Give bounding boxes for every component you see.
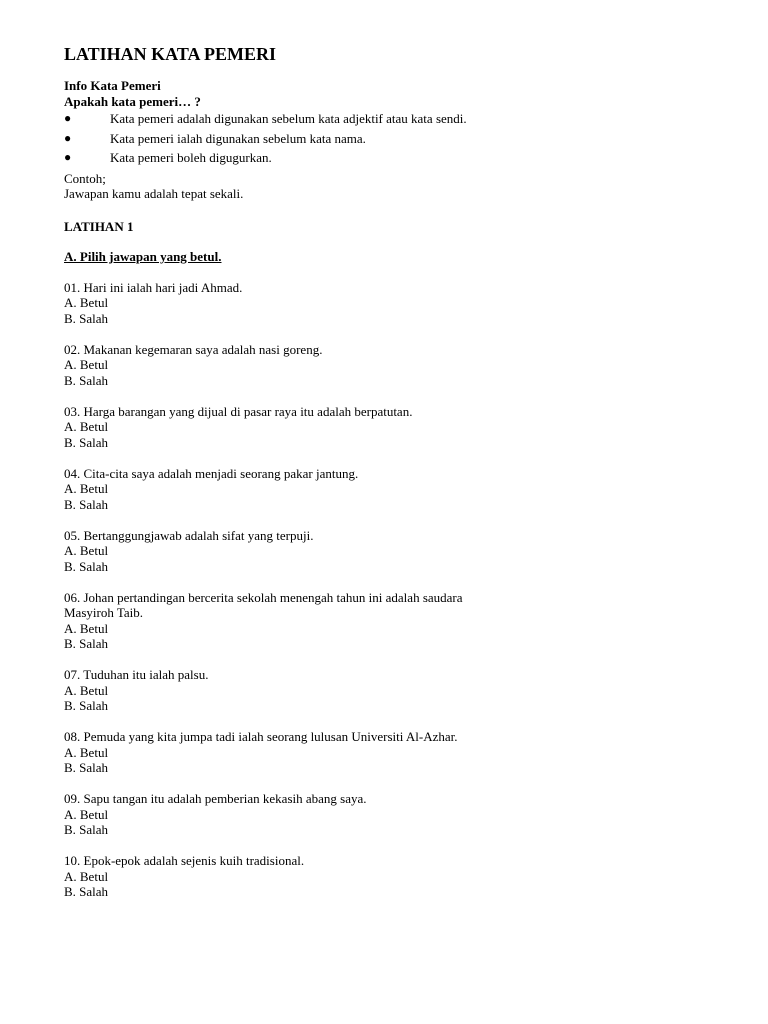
option-b: B. Salah — [64, 434, 109, 450]
question-item — [64, 590, 724, 652]
option-b: B. Salah — [64, 372, 109, 388]
option-a: A. Betul — [64, 682, 109, 698]
bullet-icon: ● — [64, 111, 72, 125]
document-title: LATIHAN KATA PEMERI — [64, 44, 277, 64]
option-a: A. Betul — [64, 481, 109, 496]
option-b: B. Salah — [64, 310, 109, 326]
option-b: B. Salah — [64, 760, 109, 775]
option-a: A. Betul — [64, 543, 109, 558]
option-b: B. Salah — [64, 884, 109, 899]
question-item — [64, 466, 724, 513]
option-b: B. Salah — [64, 496, 109, 512]
question-text: 10. Epok-epok adalah sejenis kuih tradisional. — [64, 853, 305, 868]
document-page — [64, 44, 724, 915]
bullet-text: Kata pemeri adalah digunakan sebelum kata adjektif atau kata sendi. — [110, 111, 467, 126]
option-b: B. Salah — [64, 636, 109, 651]
option-b: B. Salah — [64, 558, 109, 574]
question-text: 01. Hari ini ialah hari jadi Ahmad. — [64, 279, 243, 295]
info-heading: Info Kata Pemeri — [64, 78, 161, 93]
bullet-text: Kata pemeri ialah digunakan sebelum kata nama. — [110, 130, 366, 146]
question-item — [64, 853, 724, 900]
question-text: 08. Pemuda yang kita jumpa tadi ialah seorang lulusan Universiti Al-Azhar. — [64, 729, 458, 744]
section-title: LATIHAN 1 — [64, 218, 134, 234]
bullet-icon: ● — [64, 150, 72, 164]
option-a: A. Betul — [64, 419, 109, 434]
question-item — [64, 280, 724, 327]
bullet-item — [64, 129, 724, 149]
bullet-item — [64, 109, 724, 129]
question-item — [64, 342, 724, 389]
question-text: 06. Johan pertandingan bercerita sekolah menengah tahun ini adalah saudara — [64, 589, 463, 605]
example-label: Contoh; — [64, 170, 106, 186]
question-text: 05. Bertanggungjawab adalah sifat yang terpuji. — [64, 527, 314, 543]
question-text-continued: Masyiroh Taib. — [64, 605, 144, 620]
question-text: 09. Sapu tangan itu adalah pemberian kekasih abang saya. — [64, 791, 367, 806]
option-a: A. Betul — [64, 744, 109, 760]
question-text: 04. Cita-cita saya adalah menjadi seorang pakar jantung. — [64, 465, 359, 481]
bullet-item — [64, 148, 724, 168]
option-b: B. Salah — [64, 822, 109, 837]
question-item — [64, 729, 724, 776]
question-text: 02. Makanan kegemaran saya adalah nasi goreng. — [64, 341, 323, 357]
option-a: A. Betul — [64, 357, 109, 372]
question-item — [64, 791, 724, 838]
question-item — [64, 404, 724, 451]
question-list — [64, 280, 724, 900]
option-a: A. Betul — [64, 295, 109, 310]
option-a: A. Betul — [64, 620, 109, 636]
info-question: Apakah kata pemeri… ? — [64, 93, 201, 109]
info-bullet-list — [64, 109, 724, 168]
option-b: B. Salah — [64, 698, 109, 713]
example-text: Jawapan kamu adalah tepat sekali. — [64, 186, 244, 201]
option-a: A. Betul — [64, 868, 109, 884]
bullet-text: Kata pemeri boleh digugurkan. — [110, 150, 272, 165]
question-item — [64, 667, 724, 714]
question-text: 07. Tuduhan itu ialah palsu. — [64, 667, 209, 682]
section-instruction: A. Pilih jawapan yang betul. — [64, 249, 222, 264]
question-text: 03. Harga barangan yang dijual di pasar raya itu adalah berpatutan. — [64, 403, 413, 419]
bullet-icon: ● — [64, 130, 72, 145]
option-a: A. Betul — [64, 806, 109, 822]
question-item — [64, 528, 724, 575]
